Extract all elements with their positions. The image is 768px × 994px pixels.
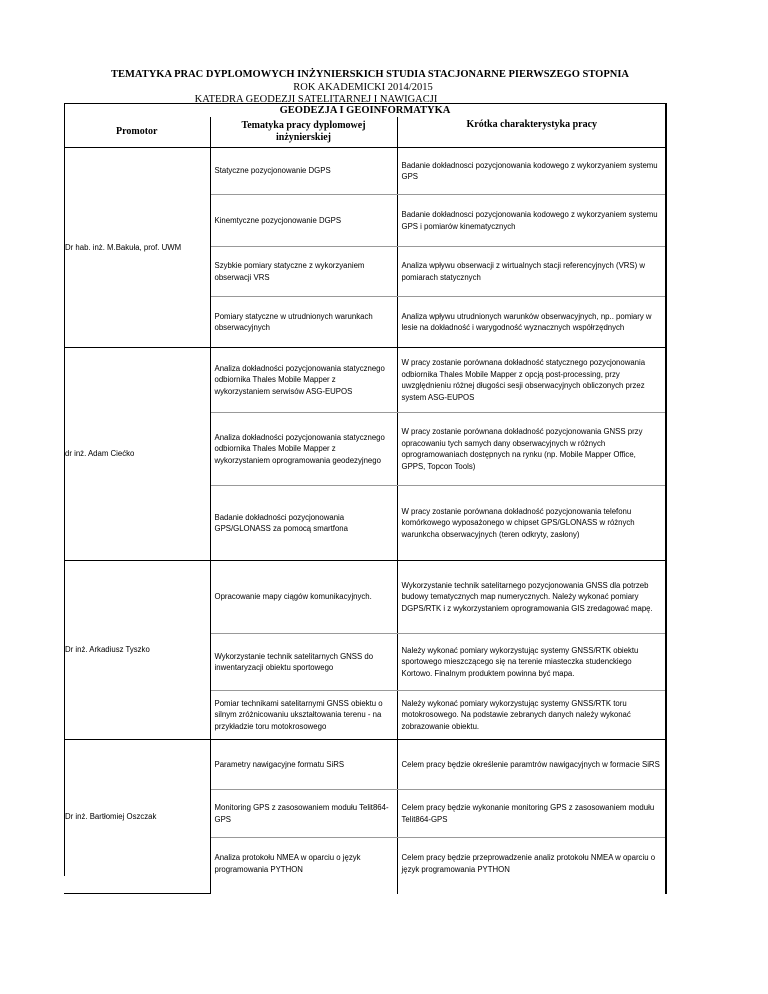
topic-cell: Szybkie pomiary statyczne z wykorzyaniem obserwacji VRS [210,247,397,297]
description-cell: Należy wykonać pomiary wykorzystując systemy GNSS/RTK obiektu sportowego mieszczącego się na terenie miasteczka studenckiego Kortowo. Finalnym produktem powinna być mapa. [397,634,666,691]
table-header-row [64,117,666,148]
description-cell: Należy wykonać pomiary wykorzystując systemy GNSS/RTK toru motokrosowego. Na podstawie zebranych danych należy wykonać zobrazowanie obiektu. [397,691,666,740]
topic-cell: Monitoring GPS z zasosowaniem modułu Telit864-GPS [210,790,397,838]
description-cell: W pracy zostanie porównana dokładność pozycjonowania GNSS przy opracowaniu tych samych dany obserwacyjnych w różnych oprogramowaniach dostępnych na rynku (np. Mobile Mapper Office, GPPS, Topcon Tools) [397,413,666,486]
academic-year: ROK AKADEMICKI 2014/2015 [293,82,433,93]
table-row [64,348,666,413]
description-cell: Celem pracy będzie przeprowadzenie analiz protokołu NMEA w oparciu o język programowania PYTHON [397,838,666,894]
topic-cell: Pomiar technikami satelitarnymi GNSS obiektu o silnym zróżnicowaniu ukształtowania terenu - na przykładzie toru motokrosowego [210,691,397,740]
department-name: KATEDRA GEODEZJI SATELITARNEJ I NAWIGACJI [194,94,438,105]
description-cell: Badanie dokładnosci pozycjonowania kodowego z wykorzyaniem systemu GPS i pomiarów kinematycznych [397,195,666,247]
promotor-name: Dr inż. Arkadiusz Tyszko [64,561,210,740]
topic-cell: Wykorzystanie technik satelitarnych GNSS do inwentaryzacji obiektu sportowego [210,634,397,691]
topics-table [64,103,667,894]
promotor-name: Dr inż. Bartłomiej Oszczak [64,740,210,894]
promotor-name: Dr hab. inż. M.Bakuła, prof. UWM [64,148,210,348]
description-cell: Celem pracy będzie określenie paramtrów nawigacyjnych w formacie SiRS [397,740,666,790]
table-row [64,740,666,790]
topic-cell: Statyczne pozycjonowanie DGPS [210,148,397,195]
topic-cell: Analiza dokładności pozycjonowania statycznego odbiornika Thales Mobile Mapper z wykorzystaniem serwisów ASG-EUPOS [210,348,397,413]
topic-cell: Pomiary statyczne w utrudnionych warunkach obserwacyjnych [210,297,397,348]
table-row [64,148,666,195]
column-header-promotor: Promotor [64,117,210,148]
topic-cell: Badanie dokładności pozycjonowania GPS/GLONASS za pomocą smartfona [210,486,397,561]
promotor-name: dr inż. Adam Ciećko [64,348,210,561]
description-cell: W pracy zostanie porównana dokładność statycznego pozycjonowania odbiornika Thales Mobile Mapper z opcją post-processing, przy uwzględnieniu różnej długości sesji obserwacyjnych obliczonych przez system ASG-EUPOS [397,348,666,413]
topic-cell: Analiza protokołu NMEA w oparciu o język programowania PYTHON [210,838,397,894]
column-header-description: Krótka charakterystyka pracy [397,117,666,148]
description-cell: Badanie dokładnosci pozycjonowania kodowego z wykorzyaniem systemu GPS [397,148,666,195]
topic-cell: Analiza dokładności pozycjonowania statycznego odbiornika Thales Mobile Mapper z wykorzystaniem oprogramowania geodezyjnego [210,413,397,486]
description-cell: Celem pracy będzie wykonanie monitoring GPS z zasosowaniem modułu Telit864-GPS [397,790,666,838]
topic-cell: Opracowanie mapy ciągów komunikacyjnych. [210,561,397,634]
description-cell: W pracy zostanie porównana dokładność pozycjonowania telefonu komórkowego wyposażonego w chipset GPS/GLONASS w różnych warunkcha obserwacyjnych (teren odkryty, zasłony) [397,486,666,561]
table-row [64,561,666,634]
description-cell: Analiza wpływu obserwacji z wirtualnych stacji referencyjnych (VRS) w pomiarach statycznych [397,247,666,297]
table-right-border [665,103,667,876]
column-header-topic: Tematyka pracy dyplomowej inżynierskiej [210,117,397,148]
field-of-study: GEODEZJA I GEOINFORMATYKA [64,104,666,118]
table-left-border [64,103,65,876]
description-cell: Analiza wpływu utrudnionych warunków obserwacyjnych, np.. pomiary w lesie na dokładność i warygodność wyznacznych współrzędnych [397,297,666,348]
topic-cell: Kinemtyczne pozycjonowanie DGPS [210,195,397,247]
description-cell: Wykorzystanie technik satelitarnego pozycjonowania GNSS dla potrzeb budowy tematycznych map numerycznych. Należy wykonać pomiary DGPS/RTK i z wykorzystaniem oprogramowania GIS zredagować mapę. [397,561,666,634]
topic-cell: Parametry nawigacyjne formatu SiRS [210,740,397,790]
document-title: TEMATYKA PRAC DYPLOMOWYCH INŻYNIERSKICH STUDIA STACJONARNE PIERWSZEGO STOPNIA [111,69,629,80]
